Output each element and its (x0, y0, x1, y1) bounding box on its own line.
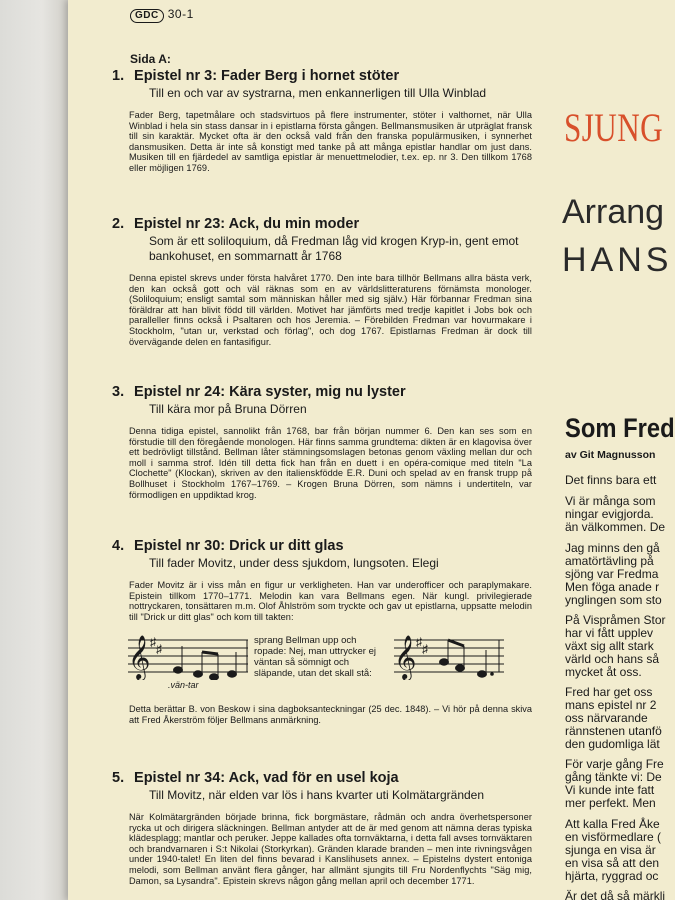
track-subtitle: Till fader Movitz, under dess sjukdom, lungsoten. Elegi (149, 556, 439, 570)
record-sleeve (68, 0, 675, 900)
svg-text:𝄞: 𝄞 (394, 635, 417, 680)
article-line: För varje gång Fre (565, 757, 664, 771)
article-line: har vi fått upplev (565, 626, 654, 640)
article-author: av Git Magnusson (565, 449, 656, 461)
article-line: ynglingen som sto (565, 593, 662, 607)
side-label: Sida A: (130, 52, 171, 66)
arranger-name: HANS (562, 241, 673, 279)
article-line: Fred har get oss (565, 685, 653, 699)
article-line: ningar evigjorda. (565, 507, 654, 521)
track-subtitle: Till Movitz, när elden var lös i hans kvarter uti Kolmätargränden (149, 788, 485, 802)
svg-text:♯: ♯ (150, 635, 156, 650)
track-2 (112, 216, 532, 347)
track-5 (112, 770, 532, 886)
article-line: amatörtävling på (565, 554, 654, 568)
album-title: SJUNG (564, 105, 664, 150)
track-notes: Denna tidiga epistel, sannolikt från 1768, bar från början nummer 6. Den kan ses som en förstudie till den föregående monologen. Här finns samma grundtema: dikten är en klagovisa över ett bedrövligt tillstånd. Bellman låter stämningsomslagen betonas genom växling mellan dur och moll i samma strof. Idén till detta fick han från en duett i en opéra-comique med titeln "La Clochette" (Klockan), skriven av den italienskfödde E.R. Duni och spelad av en fransk trupp på Bollhuset i Stockholm 1767–1769. – Krogen Bruna Dörren, som nämns i undertiteln, var förmodligen en uppdiktad krog. (129, 426, 532, 500)
track-subtitle: Till en och var av systrarna, men enkannerligen till Ulla Winblad (149, 86, 487, 100)
article-line: en visa så att den (565, 856, 660, 870)
music-footnote: Detta berättar B. von Beskow i sina dagboksanteckningar (25 dec. 1848). – Vi hör på denna skiva att Fred Åkerström följer Bellmans anmärkning. (129, 704, 532, 725)
article-line: Att kalla Fred Åke (565, 817, 660, 831)
article-line: värld och hans så (565, 652, 660, 666)
svg-text:𝄞: 𝄞 (128, 635, 151, 680)
label-logo: GDC (130, 9, 164, 23)
catalog-id: 30-1 (167, 7, 194, 21)
article-line: gång tänkte vi: De (565, 770, 662, 784)
track-title: 2. Epistel nr 23: Ack, du min moder (112, 216, 360, 232)
track-title: 4. Epistel nr 30: Drick ur ditt glas (112, 538, 344, 554)
track-title: 5. Epistel nr 34: Ack, vad för en usel koja (112, 770, 399, 786)
music-lyric: .vän-tar (168, 680, 199, 691)
music-staff-original (128, 632, 248, 680)
music-example (128, 628, 532, 700)
music-commentary: sprang Bellman upp och ropade: Nej, man uttrycker ej väntan så sömnigt och släpande, utan det skall stå: (254, 635, 376, 679)
track-notes: Denna epistel skrevs under första halvåret 1770. Den inte bara tillhör Bellmans allra bästa verk, den kan också gott och väl räknas som en av världslitteraturens förnämsta monologer. (Soliloquium; ensligt samtal som människan håller med sig själv.) Här förbannar Fredman sina föräldrar att han blivit född till världen. Motivet har jämförts med tredje kapitlet i Jobs bok och paralleller finns också i Psaltaren och hos Jeremia. – Förebilden Fredman var hovurmakare i Stockholm, "utan ur, verkstad och förlag", och dog 1767. Epistlarnas Fredman är dock till övervägande delen en fantasifigur. (129, 273, 532, 347)
article-line: mans epistel nr 2 (565, 698, 657, 712)
article-line: Jag minns den gå (565, 541, 660, 555)
track-subtitle: Som är ett soliloquium, då Fredman låg vid krogen Kryp-in, gent emot bankohuset, en sommarnatt år 1768 (149, 234, 519, 263)
svg-text:♯: ♯ (156, 642, 162, 657)
svg-text:♯: ♯ (422, 642, 428, 657)
article-line: än välkommen. De (565, 520, 666, 534)
background-left (0, 0, 70, 900)
track-notes: När Kolmätargränden började brinna, fick borgmästare, rådmän och andra överhetspersoner rycka ut och dirigera släckningen. Bellman antyder att de är med genom att nämna deras typiska klädesplagg; mantlar och peruker. Jeppe kallades ofta tornväktarna, i detta fall avses tornväktaren och brandvarnaren i S:t Nikolai (Storkyrkan). Gränden klarade branden – men inte rivningsvågen under 1940-talet! En liten del finns bevarad i Kanslihusets annex. – Epistelns dystert entoniga melodi, som Bellman använt flera gånger, har allmänt sjungits till Fru Nordenflychts "Säg mig, Damon, sa Lysandra". Epistein skrevs någon gång mellan april och december 1771. (129, 812, 532, 886)
article-line: sjunga en visa är (565, 843, 656, 857)
article-line: Det finns bara ett (565, 473, 657, 487)
article-line: växt sig allt stark (565, 639, 654, 653)
track-1 (112, 68, 532, 174)
article-line: Vi kunde inte fatt (565, 783, 655, 797)
track-notes: Fader Movitz är i viss mån en figur ur verkligheten. Han var underofficer och paraplymakare. Epistein tillkom 1770–1771. Melodin kan vara Bellmans egen. När kungl. privilegierade nottryckaren, tonsättaren m.m. Olof Åhlström som tryckte och gav ut epistlarna, uppsatte melodin till "Drick ur ditt glas" och kom till takten: (129, 580, 532, 622)
track-title: 1. Epistel nr 3: Fader Berg i hornet stöter (112, 68, 400, 84)
track-subtitle: Till kära mor på Bruna Dörren (149, 402, 307, 416)
article-line: oss närvarande (565, 711, 648, 725)
track-notes: Fader Berg, tapetmålare och stadsvirtuos på flere instrumenter, stöter i valthornet, när Ulla Winblad i hela sin stass dansar in i epistlarna första gången. Bellmansmusiken är utpräglat fransk till sin karaktär. Mycket ofta är den också vald från den franska populärmusiken, i synnerhet dansmusiken. Detta är inte så konstigt med tanke på att många epistlar handlar om just dans. Musiken till en fjärdedel av samtliga epistlar är menuettmelodier, t.ex. ep. nr 3. Den tillkom 1768 eller möjligen 1769. (129, 110, 532, 173)
article-line: Är det då så märkli (565, 889, 666, 900)
article-title: Som Fred (565, 413, 675, 443)
article-line: mycket åt oss. (565, 665, 642, 679)
track-title: 3. Epistel nr 24: Kära syster, mig nu lyster (112, 384, 406, 400)
svg-text:♯: ♯ (416, 635, 422, 650)
arranger-label: Arrang (562, 193, 665, 231)
article-line: Vi är många som (565, 494, 656, 508)
article-line: hjärta, ryggrad oc (565, 869, 659, 883)
article-line: mer perfekt. Men (565, 796, 656, 810)
article-line: På Vispråmen Stor (565, 613, 666, 627)
article-line: Men föga anade r (565, 580, 660, 594)
track-3 (112, 384, 532, 500)
track-4 (112, 538, 532, 726)
music-staff-corrected (394, 632, 504, 680)
article-line: rännstenen utanfö (565, 724, 662, 738)
article-line: sjöng var Fredma (565, 567, 659, 581)
catalog-number (130, 7, 194, 23)
article-line: den gudomliga lät (565, 737, 660, 751)
article-line: en visförmedlare ( (565, 830, 662, 844)
